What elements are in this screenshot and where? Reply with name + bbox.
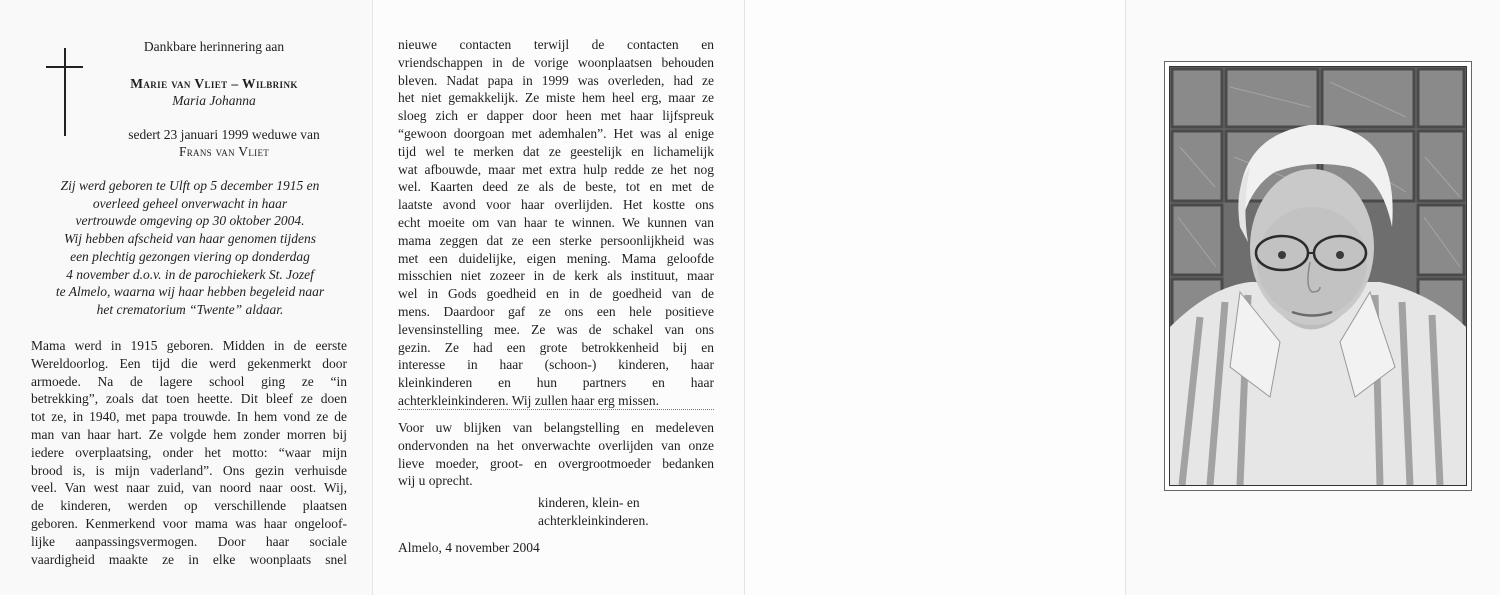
cross-icon-bar (46, 66, 83, 68)
thanks-line: wij u oprecht. (398, 473, 473, 489)
biography-line: Mama werd in 1915 geboren. Midden in de eerste (31, 338, 347, 353)
given-names: Maria Johanna (172, 93, 256, 108)
biography-line: interesse in haar (schoon-) kinderen, haar (398, 357, 714, 373)
biography-line: iedere overplaatsing, onder het motto: “waar mijn (31, 444, 347, 460)
fold-line (372, 0, 373, 595)
fold-line (744, 0, 745, 595)
biography-line: nieuwe contacten terwijl de contacten en (398, 37, 714, 52)
biography-line: met een duidelijke, eigen mening. Mama geloofde (398, 250, 714, 266)
biography-line: wat afbouwde, maar met extra hulp redde ze het nog (398, 161, 714, 177)
biography-line: gezin. Ze had een grote betrokkenheid bij en (398, 339, 714, 355)
biography-line: mens. Daardoor gaf ze ons een hele positieve (398, 303, 714, 319)
photo-frame (1164, 61, 1472, 491)
section-divider (398, 409, 714, 410)
biography-line: armoede. Na de lagere school ging ze “in (31, 373, 347, 389)
husband-name: Frans van Vliet (178, 144, 270, 159)
biography-line: tot ze, in 1940, met papa trouwde. In hem vond ze de (31, 409, 347, 425)
biography-line: sloeg zich er dapper door heen met haar lijfspreuk (398, 108, 714, 124)
biography-line: levensinstelling mee. Ze was de schakel van ons (398, 321, 714, 337)
biography-line: achterkleinkinderen. Wij zullen haar erg missen. (398, 392, 659, 408)
biography-line: wel. Kaarten deed ze als de beste, tot en met de (398, 179, 714, 195)
thanks-line: Voor uw blijken van belangstelling en medeleven (398, 420, 714, 435)
biography-line: de kinderen, werden op verschillende plaatsen (31, 498, 347, 514)
life-summary-line: het crematorium “Twente” aldaar. (96, 301, 284, 317)
card-panel-blank (744, 0, 1125, 595)
biography-part-2 (398, 36, 714, 410)
biography-line: man van haar hart. Ze volgde hem zonder morren bij (31, 426, 347, 442)
biography-line: het niet gemakkelijk. Ze miste hem heel erg, maar ze (398, 90, 714, 106)
biography-line: misschien niet zozeer in de kerk als instituut, maar (398, 268, 714, 284)
signature-line: achterkleinkinderen. (538, 512, 649, 528)
thanks-line: lieve moeder, groot- en overgrootmoeder bedanken (398, 455, 714, 471)
thanks-message (398, 419, 714, 490)
deceased-name: Marie van Vliet – Wilbrink (130, 76, 298, 91)
life-summary-line: een plechtig gezongen viering op donderdag (70, 248, 310, 264)
thanks-line: ondervonden na het onverwachte overlijden van onze (398, 437, 714, 453)
biography-line: veel. Van west naar zuid, van noord naar oost. Wij, (31, 480, 347, 496)
signature-line: kinderen, klein- en (538, 495, 640, 510)
biography-line: wel in Gods goedheid en in de goedheid van de (398, 286, 714, 302)
biography-line: laatste avond voor haar overlijden. Het kostte ons (398, 197, 714, 213)
life-summary-line: 4 november d.o.v. in de parochiekerk St. Jozef (66, 266, 314, 282)
biography-part-1 (31, 337, 347, 568)
biography-line: vaardigheid maakte ze in elke woonplaats snel (31, 551, 347, 567)
biography-line: geboren. Kenmerkend voor mama was haar ongeloof- (31, 515, 347, 531)
biography-line: betrekking”, zoals dat toen heette. Dit bleef ze doen (31, 391, 347, 407)
biography-line: tijd wel te merken dat ze geestelijk en lichamelijk (398, 143, 714, 159)
life-summary-line: overleed geheel onverwacht in haar (92, 195, 288, 211)
life-summary (30, 177, 350, 319)
biography-line: echt moeite om van haar te winnen. We kunnen van (398, 214, 714, 230)
portrait-illustration (1170, 67, 1466, 485)
portrait-photo (1169, 66, 1467, 486)
life-summary-line: Zij werd geboren te Ulft op 5 december 1915 en (60, 178, 320, 193)
biography-line: vriendschappen in de vorige woonplaatsen behouden (398, 54, 714, 70)
biography-line: kleinkinderen en hun partners en haar (398, 375, 714, 391)
intro-text: Dankbare herinnering aan (143, 39, 285, 54)
fold-line (1125, 0, 1126, 595)
biography-line: mama zeggen dat ze een sterke persoonlijkheid was (398, 232, 714, 248)
biography-line: brood is, is mijn vaderland”. Ons gezin verhuisde (31, 462, 347, 478)
biography-line: lijke aanpassingsvermogen. Door haar sociale (31, 533, 347, 549)
life-summary-line: te Almelo, waarna wij haar hebben begeleid naar (55, 284, 325, 300)
biography-line: bleven. Nadat papa in 1999 was overleden, had ze (398, 72, 714, 88)
cross-icon (64, 48, 66, 136)
life-summary-line: vertrouwde omgeving op 30 oktober 2004. (75, 213, 305, 229)
biography-line: “gewoon doorgoan met ademhalen”. Het was al enige (398, 125, 714, 141)
biography-line: Wereldoorlog. Een tijd die werd gekenmerkt door (31, 355, 347, 371)
life-summary-line: Wij hebben afscheid van haar genomen tijdens (64, 231, 316, 247)
place-date: Almelo, 4 november 2004 (398, 540, 540, 555)
signature (538, 494, 718, 530)
widow-line: sedert 23 januari 1999 weduwe van (128, 127, 320, 142)
